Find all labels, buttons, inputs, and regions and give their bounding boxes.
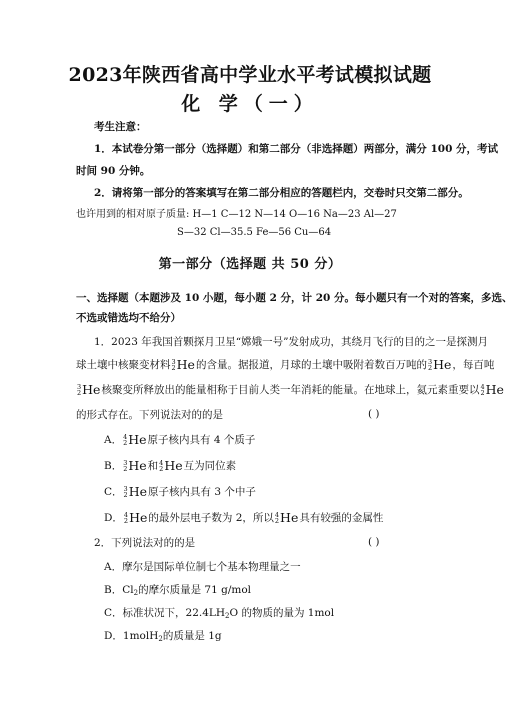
q1-option-c: C． 3 2 He 原子核内具有 3 个中子 [104, 484, 256, 499]
he4-nuclide: 4 2 He [274, 510, 299, 525]
q1-stem-line-3 [76, 383, 505, 397]
section-instruction-line-1: 一、选择题（本题涉及 10 小题，每小题 2 分，计 20 分。每小题只有一个对的答案，多选、 [76, 292, 512, 304]
q1-option-a: A． 4 2 He 原子核内具有 4 个质子 [104, 432, 256, 447]
he4-nuclide: 4 2 He [123, 432, 147, 447]
q2-stem: 2．下列说法对的的是 [94, 537, 196, 549]
he3-nuclide: 3 2 He [77, 382, 101, 397]
q1-option-b: B． 3 2 He 和 4 2 He 互为同位素 [104, 458, 237, 473]
q1-stem-text: 的含量。据报道，月球的土壤中吸附着数百万吨的 [195, 359, 427, 371]
page-title: 2023年陕西省高中学业水平考试模拟试题 [68, 64, 432, 86]
notice-item-1-line-1: 1．本试卷分第一部分（选择题）和第二部分（非选择题）两部分，满分 100 分，考试 [94, 143, 499, 155]
q1-stem-text: 球土壤中核聚变材料 [76, 359, 171, 371]
he3-nuclide: 3 2 He [123, 484, 147, 499]
atomic-mass-line-1: 也许用到的相对原子质量: H—1 C—12 N—14 O—16 Na—23 Al—27 [76, 209, 397, 220]
he4-nuclide: 4 2 He [480, 382, 504, 397]
he4-nuclide: 4 2 He [123, 510, 148, 525]
he4-nuclide: 4 2 He [159, 458, 183, 473]
q1-stem-text: 核聚变所释放出的能量相称于目前人类一年消耗的能量。在地球上，氦元素重要以 [101, 384, 480, 396]
he3-nuclide: 3 2 He [427, 357, 452, 372]
part-one-heading: 第一部分（选择题 共 50 分） [158, 257, 342, 272]
q2-answer-paren: ( ) [368, 536, 380, 548]
he3-nuclide: 3 2 He [123, 458, 147, 473]
q1-option-d: D． 4 2 He 的最外层电子数为 2，所以 4 2 He 具有较强的金属性 [104, 510, 384, 525]
notice-item-1-line-2: 时间 90 分钟。 [76, 165, 151, 177]
q2-option-c: C．标准状况下，$22.4LH_2O$ 的物质的量为 1mol [104, 607, 335, 620]
q2-option-a: A．摩尔是国际单位制七个基本物理量之一 [104, 561, 301, 573]
notice-item-2: 2．请将第一部分的答案填写在第二部分相应的答题栏内，交卷时只交第二部分。 [94, 187, 469, 199]
q1-stem-line-2 [76, 358, 494, 372]
notice-heading: 考生注意： [94, 121, 147, 133]
q1-stem-line-1: 1．2023 年我国首颗探月卫星“嫦娥一号”发射成功，其绕月飞行的目的之一是探测月 [94, 336, 488, 348]
q2-option-d: D．1molH$_2$的质量是 1g [104, 630, 222, 643]
page-subtitle: 化 学（一） [181, 93, 319, 115]
he3-nuclide: 3 2 He [171, 357, 195, 372]
section-instruction-line-2: 不选或错选均不给分） [76, 312, 181, 324]
atomic-mass-line-2: S—32 Cl—35.5 Fe—56 Cu—64 [177, 227, 332, 238]
q2-option-b: B．$Cl_2$的摩尔质量是 71 g/mol [104, 584, 252, 597]
q1-answer-paren: ( ) [368, 408, 380, 420]
q1-stem-line-4: 的形式存在。下列说法对的的是 [76, 409, 223, 421]
q1-stem-text: ，每百吨 [452, 359, 495, 371]
